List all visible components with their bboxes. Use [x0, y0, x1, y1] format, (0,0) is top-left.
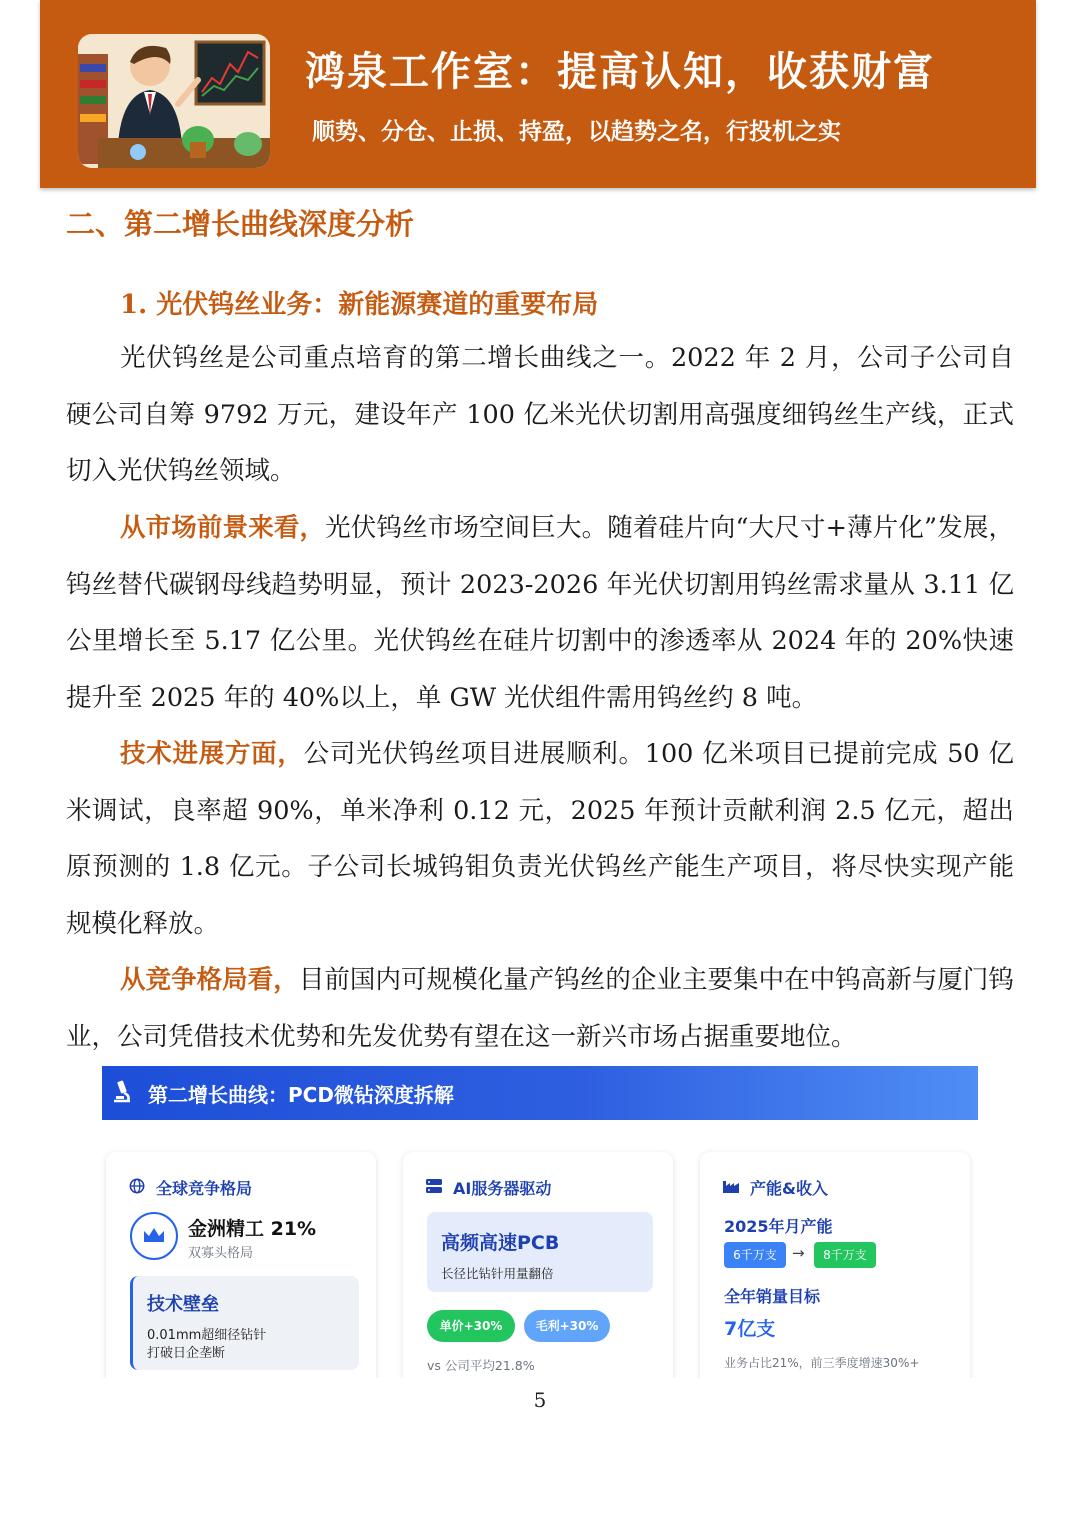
card-title: 全球竞争格局	[156, 1179, 253, 1198]
capacity-from-chip: 6千万支	[724, 1242, 786, 1268]
ai-server-card	[403, 1152, 673, 1378]
price-increase-badge: 单价+30%	[427, 1310, 515, 1342]
card-title: 产能&收入	[750, 1179, 828, 1198]
comparison-note: vs 公司平均21.8%	[427, 1358, 535, 1373]
moat-title: 技术壁垒	[147, 1294, 219, 1315]
header-banner	[40, 0, 1036, 188]
pcb-box	[427, 1212, 653, 1292]
server-icon	[425, 1178, 443, 1194]
paragraph-text: 光伏钨丝市场空间巨大。随着硅片向“大尺寸+薄片化”发展，钨丝替代碳钢母线趋势明显，预计 2023-2026 年光伏切割用钨丝需求量从 3.11 亿公里增长至 5.17 亿公里。光伏钨丝在硅片切割中的渗透率从 2024 年的 20%快速提升至 2025 年的 40%以上，单 GW 光伏组件需用钨丝约 8 吨。	[66, 513, 1014, 713]
moat-line: 0.01mm超细径钻针	[147, 1328, 267, 1343]
globe-icon	[128, 1178, 146, 1194]
pcd-infographic	[100, 1066, 980, 1378]
factory-icon	[722, 1178, 740, 1194]
paragraph-text: 目前国内可规模化量产钨丝的企业主要集中在中钨高新与厦门钨业，公司凭借技术优势和先发优势有望在这一新兴市场占据重要地位。	[66, 965, 1014, 1052]
banner-title: 鸿泉工作室：提高认知，收获财富	[305, 48, 935, 95]
tech-moat-box	[130, 1276, 359, 1370]
investor-at-desk-illustration	[78, 34, 270, 168]
paragraph-text: 公司光伏钨丝项目进展顺利。100 亿米项目已提前完成 50 亿米调试，良率超 90%，单米净利 0.12 元，2025 年预计贡献利润 2.5 亿元，超出原预测的 1.8 亿元。子公司长城钨钼负责光伏钨丝产能生产项目，将尽快实现产能规模化释放。	[66, 739, 1014, 939]
paragraph-lead: 从竞争格局看，	[120, 965, 299, 995]
capacity-revenue-card	[700, 1152, 970, 1378]
page-number: 5	[533, 1388, 547, 1412]
sub-heading: 1. 光伏钨丝业务：新能源赛道的重要布局	[120, 290, 599, 320]
infographic-title: 第二增长曲线：PCD微钻深度拆解	[148, 1083, 454, 1107]
paragraph-text: 光伏钨丝是公司重点培育的第二增长曲线之一。2022 年 2 月，公司子公司自硬公司自筹 9792 万元，建设年产 100 亿米光伏切割用高强度细钨丝生产线，正式切入光伏钨丝领域。	[66, 343, 1014, 486]
paragraph	[66, 500, 1014, 726]
paragraph	[66, 952, 1014, 1065]
sales-target-value: 7亿支	[724, 1318, 776, 1340]
paragraph	[66, 330, 1014, 500]
margin-increase-badge: 毛利+30%	[524, 1310, 610, 1342]
card-title: AI服务器驱动	[453, 1179, 552, 1198]
moat-line: 打破日企垄断	[147, 1346, 226, 1361]
capacity-label: 2025年月产能	[724, 1217, 833, 1236]
global-competition-card	[106, 1152, 376, 1378]
crown-icon	[130, 1212, 178, 1260]
paragraph-lead: 技术进展方面，	[120, 739, 304, 769]
pcb-title: 高频高速PCB	[441, 1232, 560, 1254]
pcb-note: 长径比钻针用量翻倍	[441, 1266, 554, 1281]
arrow-right-icon: →	[792, 1244, 805, 1262]
sales-target-note: 业务占比21%，前三季度增速30%+	[724, 1356, 920, 1370]
capacity-to-chip: 8千万支	[814, 1242, 876, 1268]
sales-target-label: 全年销量目标	[724, 1287, 821, 1306]
paragraph	[66, 726, 1014, 952]
market-leader: 金洲精工 21%	[188, 1218, 317, 1240]
paragraph-lead: 从市场前景来看，	[120, 513, 326, 543]
infographic-header	[102, 1066, 978, 1120]
market-structure-note: 双寡头格局	[188, 1246, 254, 1261]
microscope-icon	[110, 1079, 134, 1105]
section-heading: 二、第二增长曲线深度分析	[66, 207, 415, 241]
banner-subtitle: 顺势、分仓、止损、持盈，以趋势之名，行投机之实	[312, 118, 841, 145]
